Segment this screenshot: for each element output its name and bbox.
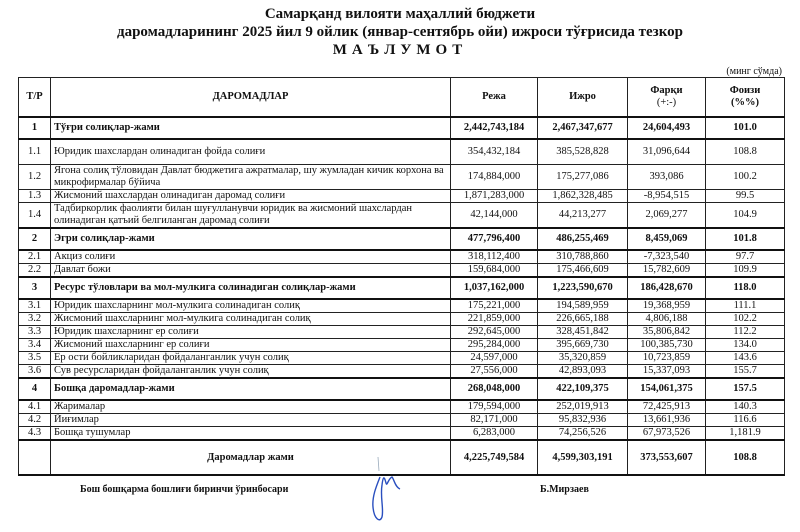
row-pct: 108.8	[706, 139, 785, 165]
table-row	[19, 427, 785, 441]
row-actual: 2,467,347,677	[538, 117, 628, 139]
row-plan: 175,221,000	[451, 299, 538, 313]
row-actual: 1,223,590,670	[538, 277, 628, 299]
table-header-row	[19, 78, 785, 118]
row-pct: 111.1	[706, 299, 785, 313]
col-header-diff	[628, 78, 706, 118]
row-diff: 15,782,609	[628, 264, 706, 278]
row-name: Юридик шахсларнинг ер солиғи	[51, 326, 451, 339]
row-actual: 175,466,609	[538, 264, 628, 278]
row-diff: 8,459,069	[628, 228, 706, 250]
total-label: Даромадлар жами	[51, 440, 451, 475]
row-number: 1	[19, 117, 51, 139]
row-diff: 4,806,188	[628, 313, 706, 326]
row-name: Бошқа тушумлар	[51, 427, 451, 441]
row-pct: 1,181.9	[706, 427, 785, 441]
row-diff: 15,337,093	[628, 365, 706, 379]
table-row	[19, 190, 785, 203]
row-pct: 112.2	[706, 326, 785, 339]
row-name: Тадбиркорлик фаолияти билан шуғулланувчи юридик ва жисмоний шахслардан олинадиган қатъий белгиланган даромад солиғи	[51, 203, 451, 229]
pct-sublabel: (%%)	[731, 97, 759, 108]
signer-name: Б.Мирзаев	[540, 484, 589, 495]
table-row	[19, 139, 785, 165]
row-plan: 42,144,000	[451, 203, 538, 229]
row-pct: 104.9	[706, 203, 785, 229]
row-name: Йиғимлар	[51, 414, 451, 427]
table-row	[19, 400, 785, 414]
row-number: 3.6	[19, 365, 51, 379]
row-number: 1.4	[19, 203, 51, 229]
table-row	[19, 299, 785, 313]
row-diff: 72,425,913	[628, 400, 706, 414]
row-pct: 100.2	[706, 165, 785, 190]
row-pct: 99.5	[706, 190, 785, 203]
row-actual: 310,788,860	[538, 250, 628, 264]
row-actual: 486,255,469	[538, 228, 628, 250]
row-diff: -8,954,515	[628, 190, 706, 203]
pct-label: Фоизи	[729, 85, 761, 96]
table-row	[19, 250, 785, 264]
row-plan: 1,871,283,000	[451, 190, 538, 203]
row-pct: 109.9	[706, 264, 785, 278]
row-number: 3.4	[19, 339, 51, 352]
diff-label: Фарқи	[650, 85, 683, 96]
col-header-num: Т/Р	[19, 78, 51, 118]
row-plan: 295,284,000	[451, 339, 538, 352]
unit-note: (минг сўмда)	[726, 66, 782, 77]
row-number: 1.2	[19, 165, 51, 190]
row-pct: 157.5	[706, 378, 785, 400]
row-diff: -7,323,540	[628, 250, 706, 264]
total-pct: 108.8	[706, 440, 785, 475]
row-name: Юридик шахслардан олинадиган фойда солиғи	[51, 139, 451, 165]
col-header-plan: Режа	[451, 78, 538, 118]
row-plan: 354,432,184	[451, 139, 538, 165]
row-name: Жисмоний шахсларнинг мол-мулкига солинадиган солиқ	[51, 313, 451, 326]
revenue-table	[18, 77, 785, 476]
row-plan: 1,037,162,000	[451, 277, 538, 299]
row-actual: 385,528,828	[538, 139, 628, 165]
table-row	[19, 165, 785, 190]
row-diff: 67,973,526	[628, 427, 706, 441]
row-number: 4.2	[19, 414, 51, 427]
row-diff: 31,096,644	[628, 139, 706, 165]
row-pct: 116.6	[706, 414, 785, 427]
row-actual: 95,832,936	[538, 414, 628, 427]
row-diff: 2,069,277	[628, 203, 706, 229]
row-pct: 134.0	[706, 339, 785, 352]
row-diff: 154,061,375	[628, 378, 706, 400]
row-number: 3.2	[19, 313, 51, 326]
table-row	[19, 228, 785, 250]
row-number: 1.1	[19, 139, 51, 165]
row-actual: 74,256,526	[538, 427, 628, 441]
row-plan: 2,442,743,184	[451, 117, 538, 139]
row-pct: 101.8	[706, 228, 785, 250]
row-number: 3.3	[19, 326, 51, 339]
row-number: 4.3	[19, 427, 51, 441]
signature-icon	[370, 457, 410, 532]
col-header-name: ДАРОМАДЛАР	[51, 78, 451, 118]
row-name: Ер ости бойликларидан фойдаланганлик учун солиқ	[51, 352, 451, 365]
row-plan: 24,597,000	[451, 352, 538, 365]
row-number: 2	[19, 228, 51, 250]
row-pct: 102.2	[706, 313, 785, 326]
table-row	[19, 264, 785, 278]
row-actual: 252,019,913	[538, 400, 628, 414]
row-diff: 186,428,670	[628, 277, 706, 299]
row-plan: 82,171,000	[451, 414, 538, 427]
col-header-pct	[706, 78, 785, 118]
row-actual: 226,665,188	[538, 313, 628, 326]
row-pct: 155.7	[706, 365, 785, 379]
row-actual: 422,109,375	[538, 378, 628, 400]
row-actual: 44,213,277	[538, 203, 628, 229]
row-plan: 221,859,000	[451, 313, 538, 326]
document-title-line1: Самарқанд вилояти маҳаллий бюджети	[264, 6, 536, 22]
row-plan: 477,796,400	[451, 228, 538, 250]
row-plan: 27,556,000	[451, 365, 538, 379]
row-pct: 140.3	[706, 400, 785, 414]
total-plan: 4,225,749,584	[451, 440, 538, 475]
row-plan: 292,645,000	[451, 326, 538, 339]
row-pct: 118.0	[706, 277, 785, 299]
row-name: Акциз солиғи	[51, 250, 451, 264]
row-plan: 6,283,000	[451, 427, 538, 441]
row-number: 4	[19, 378, 51, 400]
row-name: Давлат божи	[51, 264, 451, 278]
row-name: Ягона солиқ тўловидан Давлат бюджетига ажратмалар, шу жумладан кичик корхона ва микрофирмалар бўйича	[51, 165, 451, 190]
row-actual: 328,451,842	[538, 326, 628, 339]
row-number: 3	[19, 277, 51, 299]
total-actual: 4,599,303,191	[538, 440, 628, 475]
row-number: 4.1	[19, 400, 51, 414]
row-number: 3.1	[19, 299, 51, 313]
row-plan: 179,594,000	[451, 400, 538, 414]
row-plan: 159,684,000	[451, 264, 538, 278]
table-row	[19, 326, 785, 339]
row-name: Тўғри солиқлар-жами	[51, 117, 451, 139]
row-plan: 318,112,400	[451, 250, 538, 264]
table-row	[19, 203, 785, 229]
col-header-actual: Ижро	[538, 78, 628, 118]
row-number: 2.1	[19, 250, 51, 264]
table-row	[19, 352, 785, 365]
table-row	[19, 365, 785, 379]
row-actual: 42,893,093	[538, 365, 628, 379]
table-row	[19, 117, 785, 139]
row-name: Жарималар	[51, 400, 451, 414]
row-name: Ресурс тўловлари ва мол-мулкига солинадиган солиқлар-жами	[51, 277, 451, 299]
row-actual: 194,589,959	[538, 299, 628, 313]
row-actual: 35,320,859	[538, 352, 628, 365]
row-actual: 175,277,086	[538, 165, 628, 190]
row-actual: 395,669,730	[538, 339, 628, 352]
row-name: Эгри солиқлар-жами	[51, 228, 451, 250]
row-number: 2.2	[19, 264, 51, 278]
row-diff: 24,604,493	[628, 117, 706, 139]
row-name: Сув ресурсларидан фойдаланганлик учун солиқ	[51, 365, 451, 379]
row-plan: 268,048,000	[451, 378, 538, 400]
row-name: Жисмоний шахслардан олинадиган даромад солиғи	[51, 190, 451, 203]
row-plan: 174,884,000	[451, 165, 538, 190]
row-number: 3.5	[19, 352, 51, 365]
row-pct: 143.6	[706, 352, 785, 365]
row-pct: 101.0	[706, 117, 785, 139]
row-diff: 35,806,842	[628, 326, 706, 339]
row-name: Юридик шахсларнинг мол-мулкига солинадиган солиқ	[51, 299, 451, 313]
row-number: 1.3	[19, 190, 51, 203]
table-row	[19, 339, 785, 352]
row-diff: 19,368,959	[628, 299, 706, 313]
total-number	[19, 440, 51, 475]
row-diff: 393,086	[628, 165, 706, 190]
table-row	[19, 414, 785, 427]
signer-position: Бош бошқарма бошлиғи биринчи ўринбосари	[80, 484, 289, 495]
document-title-line2: даромадларининг 2025 йил 9 ойлик (январ-сентябрь ойи) ижроси тўғрисида тезкор	[116, 24, 683, 40]
document-title-heading: МАЪЛУМОТ	[332, 42, 468, 58]
row-diff: 100,385,730	[628, 339, 706, 352]
row-pct: 97.7	[706, 250, 785, 264]
table-row	[19, 313, 785, 326]
table-row	[19, 378, 785, 400]
row-diff: 13,661,936	[628, 414, 706, 427]
diff-sublabel: (+:-)	[656, 97, 677, 108]
table-row	[19, 277, 785, 299]
row-diff: 10,723,859	[628, 352, 706, 365]
row-actual: 1,862,328,485	[538, 190, 628, 203]
row-name: Жисмоний шахсларнинг ер солиғи	[51, 339, 451, 352]
row-name: Бошқа даромадлар-жами	[51, 378, 451, 400]
total-diff: 373,553,607	[628, 440, 706, 475]
